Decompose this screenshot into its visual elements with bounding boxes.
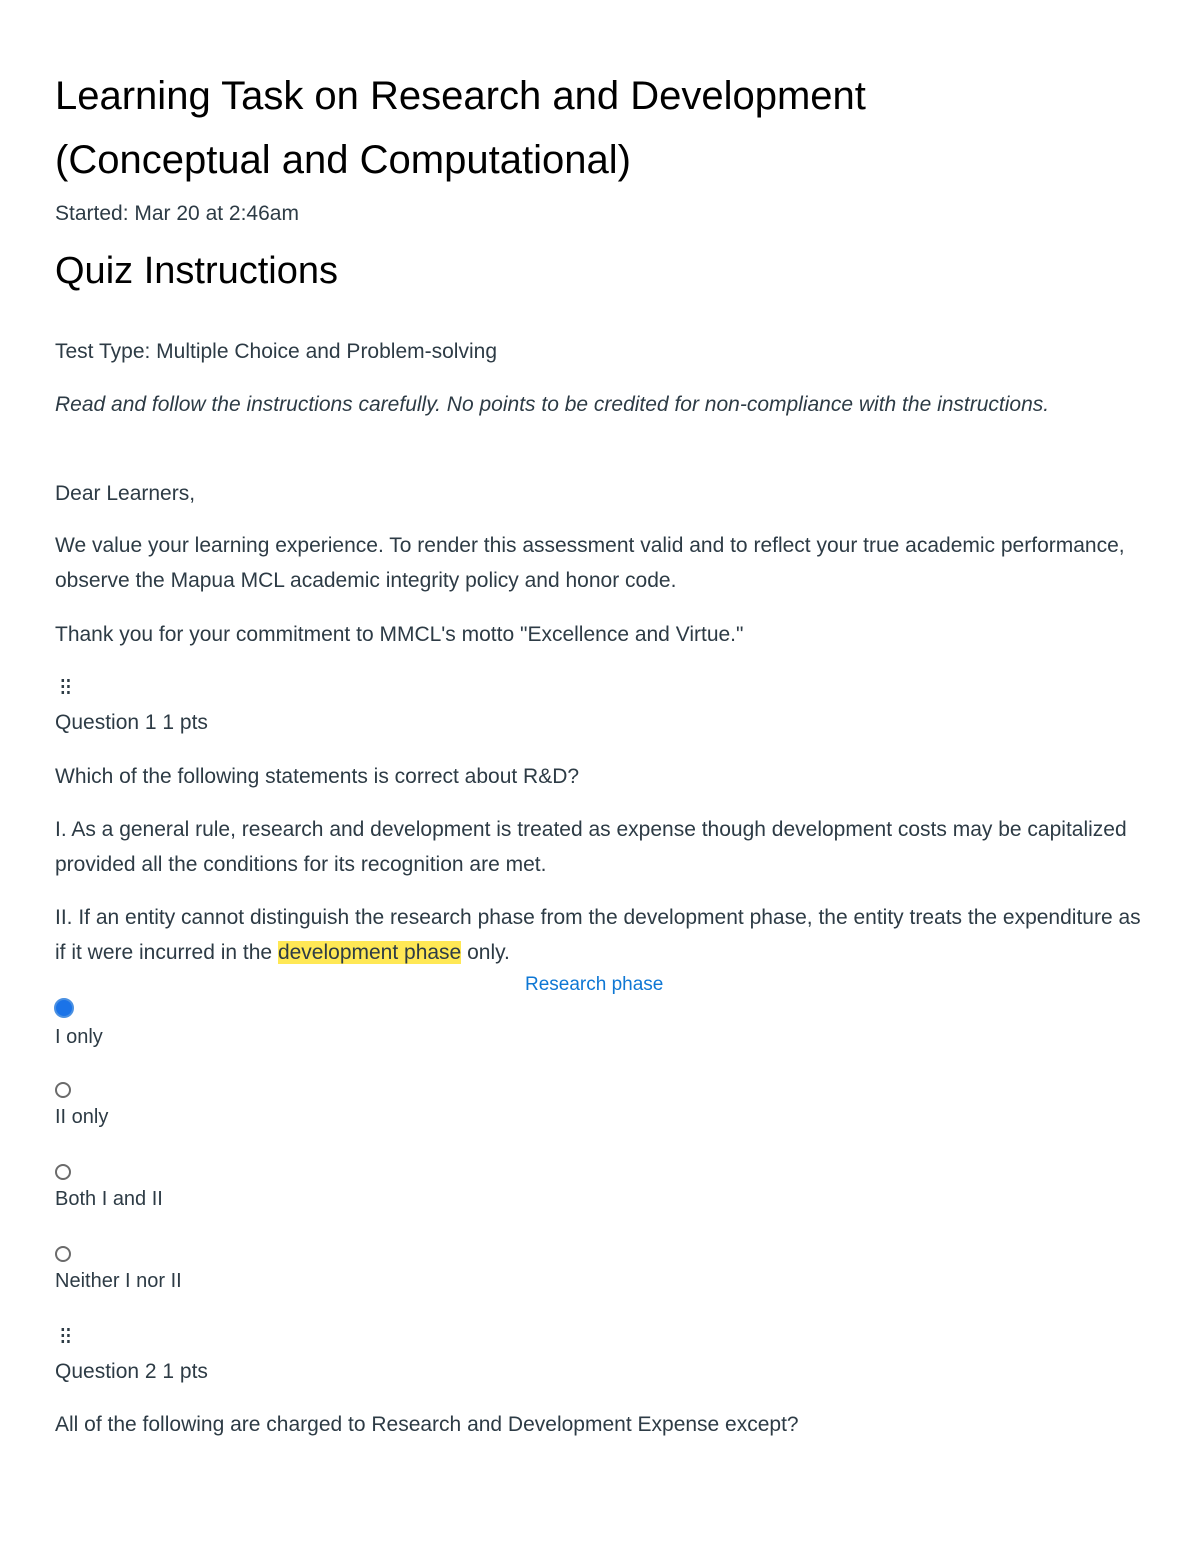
- title-line-1: Learning Task on Research and Development: [55, 74, 866, 118]
- answer-option-3[interactable]: [55, 1164, 163, 1211]
- question-2-label: Question 2 1 pts: [55, 1360, 208, 1383]
- page-title: [55, 64, 866, 192]
- statement-2-text-before: II. If an entity cannot distinguish the research phase from the development phase, the entity treats the expenditure as if it were incurred in the: [55, 906, 1141, 964]
- started-timestamp: Started: Mar 20 at 2:46am: [55, 202, 299, 225]
- test-type-text: Test Type: Multiple Choice and Problem-solving: [55, 340, 497, 363]
- answer-option-2-label[interactable]: II only: [55, 1106, 109, 1128]
- handwritten-annotation: Research phase: [525, 974, 664, 995]
- answer-option-2[interactable]: [55, 1082, 108, 1129]
- radio-unselected-icon[interactable]: [55, 1164, 71, 1180]
- thanks-text: Thank you for your commitment to MMCL's motto "Excellence and Virtue.": [55, 623, 744, 646]
- highlighted-phrase: development phase: [277, 941, 462, 964]
- integrity-text: We value your learning experience. To render this assessment valid and to reflect your true academic performance, observe the Mapua MCL academic integrity policy and honor code.: [55, 534, 1125, 592]
- question-1-prompt: Which of the following statements is correct about R&D?: [55, 765, 580, 788]
- quiz-instructions-heading: Quiz Instructions: [55, 250, 338, 292]
- answer-option-4[interactable]: [55, 1246, 182, 1293]
- radio-selected-icon[interactable]: [54, 998, 74, 1018]
- radio-unselected-icon[interactable]: [55, 1082, 71, 1098]
- question-2-prompt: All of the following are charged to Research and Development Expense except?: [55, 1413, 799, 1436]
- read-follow-text: Read and follow the instructions carefully. No points to be credited for non-compliance with the instructions.: [55, 393, 1050, 416]
- question-1-statement-1: I. As a general rule, research and development is treated as expense though development costs may be capitalized provided all the conditions for its recognition are met.: [55, 818, 1127, 876]
- answer-option-3-label[interactable]: Both I and II: [55, 1188, 163, 1210]
- answer-option-4-label[interactable]: Neither I nor II: [55, 1270, 182, 1292]
- greeting-text: Dear Learners,: [55, 482, 196, 505]
- answer-option-1-label[interactable]: I only: [55, 1026, 103, 1048]
- statement-2-text-after: only.: [461, 941, 510, 964]
- answer-option-1[interactable]: [55, 998, 103, 1049]
- question-1-label: Question 1 1 pts: [55, 711, 208, 734]
- question-1-statement-2: [55, 900, 1150, 970]
- title-line-2: (Conceptual and Computational): [55, 138, 631, 182]
- question-1-drag-handle-icon[interactable]: ⁝⁝: [59, 674, 71, 701]
- question-2-drag-handle-icon[interactable]: ⁝⁝: [59, 1323, 71, 1350]
- radio-unselected-icon[interactable]: [55, 1246, 71, 1262]
